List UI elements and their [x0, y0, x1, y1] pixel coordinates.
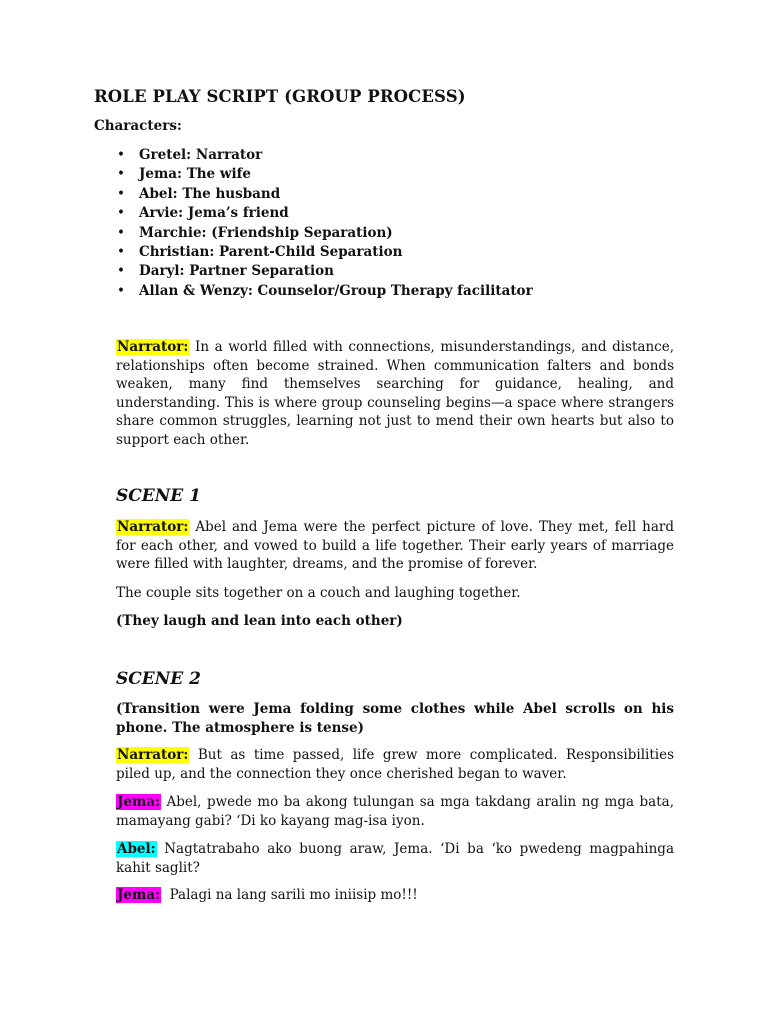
list-item: • Jema: The wife	[117, 165, 533, 184]
list-item: • Marchie: (Friendship Separation)	[117, 224, 533, 243]
list-item: • Arvie: Jema’s friend	[117, 204, 533, 223]
speaker-label-jema: Jema:	[117, 887, 160, 903]
dialogue-line-jema-2	[116, 886, 674, 905]
bullet-icon: •	[117, 263, 125, 280]
dialogue-line-abel	[116, 840, 674, 877]
intro-text: In a world filled with connections, misunderstandings, and distance, relationships often become strained. When communication falters and bonds weaken, many find themselves searching for guidance, healing, and understanding. This is where group counseling begins—a space where strangers share common struggles, learning not just to mend their own hearts but also to support each other.	[116, 339, 674, 448]
list-item: • Abel: The husband	[117, 185, 533, 204]
characters-label: Characters:	[94, 118, 182, 134]
character-list	[117, 146, 533, 301]
bullet-icon: •	[117, 166, 125, 183]
scene-2-narration	[116, 746, 674, 783]
bullet-icon: •	[117, 185, 125, 202]
scene-1-narration-text: Abel and Jema were the perfect picture of love. They met, fell hard for each other, and vowed to build a life together. Their early years of marriage were filled with laughter, dreams, and the promise of forever.	[116, 519, 674, 573]
dialogue-text: Abel, pwede mo ba akong tulungan sa mga takdang aralin ng mga bata, mamayang gabi? ‘Di ko kayang mag-isa iyon.	[116, 794, 674, 829]
dialogue-text: Palagi na lang sarili mo iniisip mo!!!	[161, 887, 418, 903]
document-title: ROLE PLAY SCRIPT (GROUP PROCESS)	[94, 87, 466, 106]
list-item: • Christian: Parent-Child Separation	[117, 243, 533, 262]
speaker-label-narrator: Narrator:	[117, 747, 189, 763]
speaker-label-jema: Jema:	[117, 794, 160, 810]
intro-paragraph	[116, 338, 674, 450]
bullet-icon: •	[117, 147, 125, 163]
scene-2-stage-direction: (Transition were Jema folding some clothes while Abel scrolls on his phone. The atmosphere is tense)	[116, 701, 674, 736]
dialogue-text: Nagtatrabaho ako buong araw, Jema. ‘Di ba ‘ko pwedeng magpahinga kahit saglit?	[116, 841, 674, 876]
scene-1-narration	[116, 518, 674, 574]
scene-1-heading: SCENE 1	[116, 486, 202, 506]
speaker-label-narrator: Narrator:	[117, 339, 189, 355]
list-item: • Gretel: Narrator	[117, 146, 533, 165]
dialogue-line-jema-1	[116, 793, 674, 830]
speaker-label-narrator: Narrator:	[117, 519, 189, 535]
scene-1-description: The couple sits together on a couch and laughing together.	[116, 585, 521, 601]
bullet-icon: •	[117, 282, 125, 299]
list-item: • Daryl: Partner Separation	[117, 262, 533, 281]
bullet-icon: •	[117, 205, 125, 222]
bullet-icon: •	[117, 224, 125, 241]
list-item: • Allan & Wenzy: Counselor/Group Therapy facilitator	[117, 282, 533, 301]
scene-1-stage-direction: (They laugh and lean into each other)	[116, 613, 403, 629]
speaker-label-abel: Abel:	[117, 841, 156, 857]
bullet-icon: •	[117, 243, 125, 260]
scene-2-heading: SCENE 2	[116, 669, 202, 689]
scene-2-narration-text: But as time passed, life grew more complicated. Responsibilities piled up, and the connection they once cherished began to waver.	[116, 747, 674, 782]
